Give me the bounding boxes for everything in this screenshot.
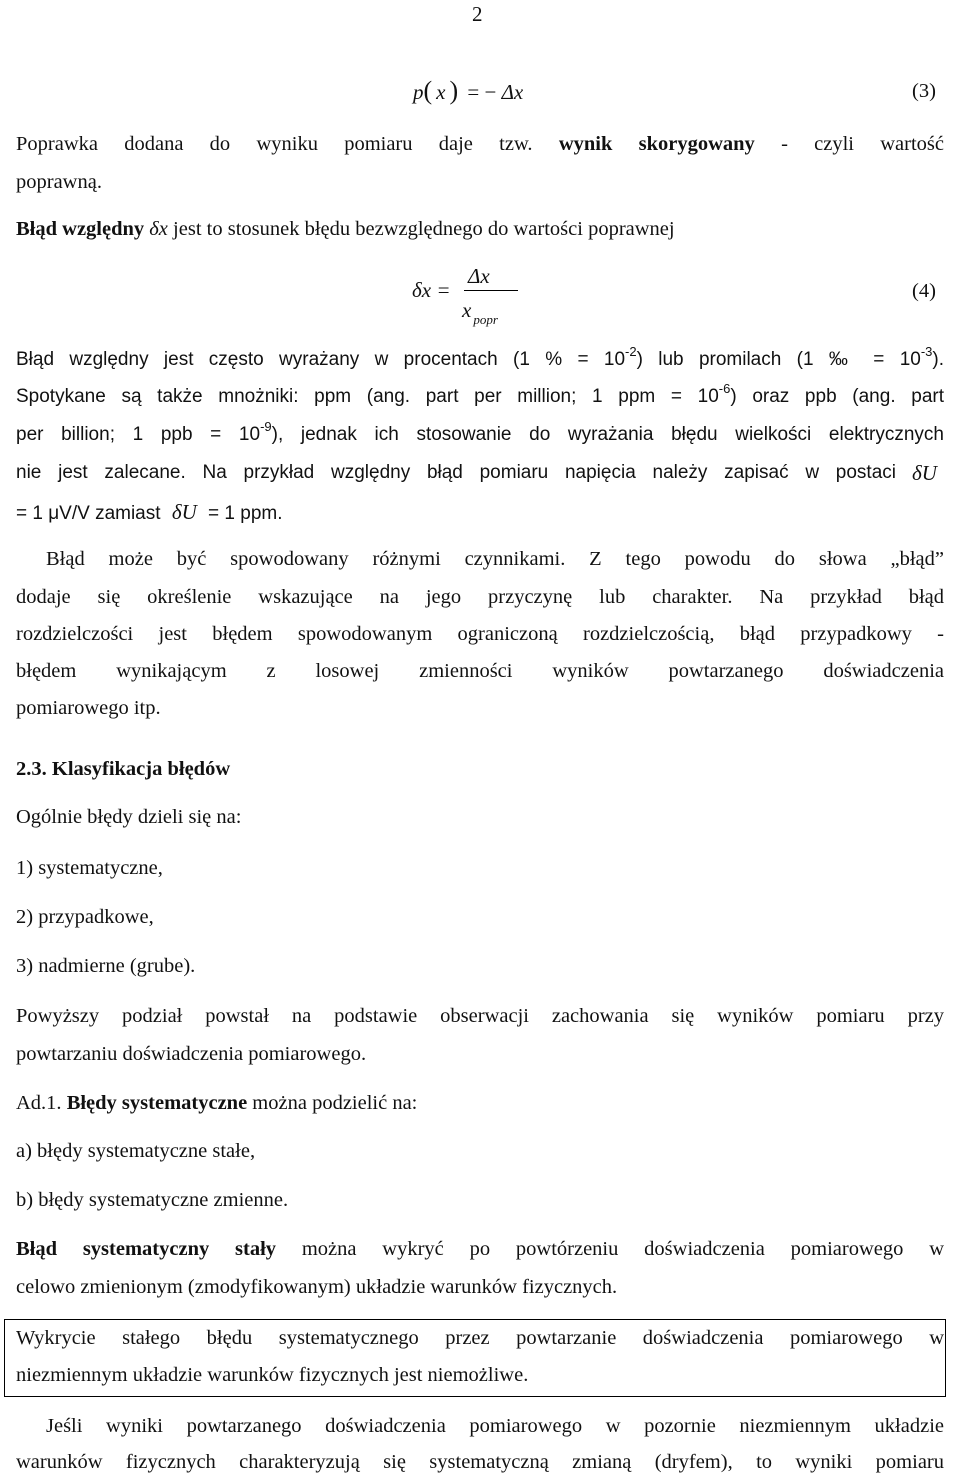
para2-bold-term: Błąd względny	[16, 218, 145, 240]
eq3-p: p	[413, 80, 424, 104]
equation-4	[412, 264, 522, 330]
para5-line1: Powyższy podział powstał na podstawie obserwacji zachowania się wyników pomiaru przy	[16, 1005, 944, 1027]
para1-line1	[16, 133, 944, 156]
boxed-note-line1: Wykrycie stałego błędu systematycznego przez powtarzanie doświadczenia pomiarowego w	[16, 1327, 944, 1349]
ad1-prefix: Ad.1.	[16, 1092, 67, 1114]
para3-l3-b: ), jednak ich stosowanie do wyrażania błędu wielkości elektrycznych	[271, 424, 944, 445]
para3-l1-b: ) lub promilach (1 ‰ = 10	[636, 349, 921, 370]
list-item: b) błędy systematyczne zmienne.	[16, 1189, 289, 1211]
para7-line2: warunków fizycznych charakteryzują się systematyczną zmianą (dryfem), to wyniki pomiaru	[16, 1451, 944, 1473]
para2-line	[16, 218, 944, 241]
para1-line2: poprawną.	[16, 171, 102, 193]
para3-l1-exp1: -2	[625, 344, 637, 359]
para4-line1: Błąd może być spowodowany różnymi czynnikami. Z tego powodu do słowa „błąd”	[46, 548, 944, 570]
eq4-numerator: Δx	[468, 264, 490, 288]
para1-text: Poprawka dodana do wyniku pomiaru daje tzw.	[16, 133, 559, 155]
boxed-note-line2: niezmiennym układzie warunków fizycznych jest niemożliwe.	[16, 1364, 529, 1386]
eq3-equals-minus: = −	[467, 80, 497, 104]
para1-bold-term: wynik skorygowany	[558, 133, 755, 155]
para3-line3	[16, 419, 944, 446]
para3-l4: nie jest zalecane. Na przykład względny błąd pomiaru napięcia należy zapisać w postaci	[16, 462, 896, 483]
list-item: 2) przypadkowe,	[16, 906, 154, 928]
page-number: 2	[472, 2, 483, 26]
para4-line5: pomiarowego itp.	[16, 697, 161, 719]
para3-l2-b: ) oraz ppb (ang. part	[730, 386, 944, 407]
para3-l1-a: Błąd względny jest często wyrażany w procentach (1 % = 10	[16, 349, 626, 370]
para3-l1-c: ).	[932, 349, 944, 370]
equation-4-number: (4)	[912, 280, 936, 302]
para3-l2-a: Spotykane są także mnożniki: ppm (ang. part per million; 1 ppm = 10	[16, 386, 719, 407]
para3-l3-a: per billion; 1 ppb = 10	[16, 424, 261, 445]
eq4-denominator	[462, 298, 498, 327]
para1-text-after: - czyli wartość	[754, 133, 944, 155]
para3-l5-a: = 1 μV/V zamiast	[16, 503, 161, 524]
para6-bold-term: Błąd systematyczny stały	[16, 1238, 277, 1260]
list-item: a) błędy systematyczne stałe,	[16, 1140, 256, 1162]
para7-line1: Jeśli wyniki powtarzanego doświadczenia pomiarowego w pozornie niezmiennym układzie	[46, 1415, 944, 1437]
para3-l5-symbol: δU	[171, 500, 197, 524]
para6-line2: celowo zmienionym (zmodyfikowanym) układzie warunków fizycznych.	[16, 1276, 618, 1298]
para2-text: jest to stosunek błędu bezwzględnego do wartości poprawnej	[167, 218, 675, 240]
para4-line4: błędem wynikającym z losowej zmienności wyników powtarzanego doświadczenia	[16, 660, 944, 682]
para3-l3-exp: -9	[260, 419, 272, 434]
list-item: 1) systematyczne,	[16, 857, 163, 879]
para4-line2: dodaje się określenie wskazujące na jego przyczynę lub charakter. Na przykład błąd	[16, 586, 944, 608]
para3-l4-symbol: δU	[912, 461, 937, 485]
section-heading-text: 2.3. Klasyfikacja błędów	[16, 758, 231, 780]
section-heading	[16, 758, 944, 781]
eq4-fraction-bar	[464, 290, 518, 291]
para6-line1	[16, 1238, 944, 1261]
eq3-lparen: (	[423, 76, 433, 105]
eq3-rparen: )	[449, 76, 459, 105]
para3-line5	[16, 500, 944, 525]
para3-l2-exp: -6	[718, 381, 731, 396]
equation-3-number: (3)	[912, 80, 936, 102]
para2-symbol: δx	[149, 218, 168, 240]
ad1-text: można podzielić na:	[247, 1092, 418, 1114]
intro-line: Ogólnie błędy dzieli się na:	[16, 806, 242, 828]
ad1-line	[16, 1092, 944, 1115]
para3-line4	[16, 462, 896, 484]
ad1-bold-term: Błędy systematyczne	[66, 1092, 248, 1114]
para3-l1-exp2: -3	[920, 344, 933, 359]
equation-3	[413, 76, 523, 106]
para6-text: można wykryć po powtórzeniu doświadczenia pomiarowego w	[276, 1238, 944, 1260]
eq4-denominator-sub: popr	[473, 312, 498, 327]
para5-line2: powtarzaniu doświadczenia pomiarowego.	[16, 1043, 367, 1065]
para3-line1	[16, 344, 944, 371]
eq4-lhs: δx =	[412, 278, 451, 302]
list-item: 3) nadmierne (grube).	[16, 955, 196, 977]
eq3-x: x	[436, 80, 446, 104]
eq4-denominator-x: x	[462, 298, 472, 322]
para3-line2	[16, 381, 944, 408]
eq3-delta-x: Δx	[501, 80, 524, 104]
para3-l5-b: = 1 ppm.	[208, 503, 283, 524]
para4-line3: rozdzielczości jest błędem spowodowanym ograniczoną rozdzielczością, błąd przypadkowy -	[16, 623, 944, 645]
